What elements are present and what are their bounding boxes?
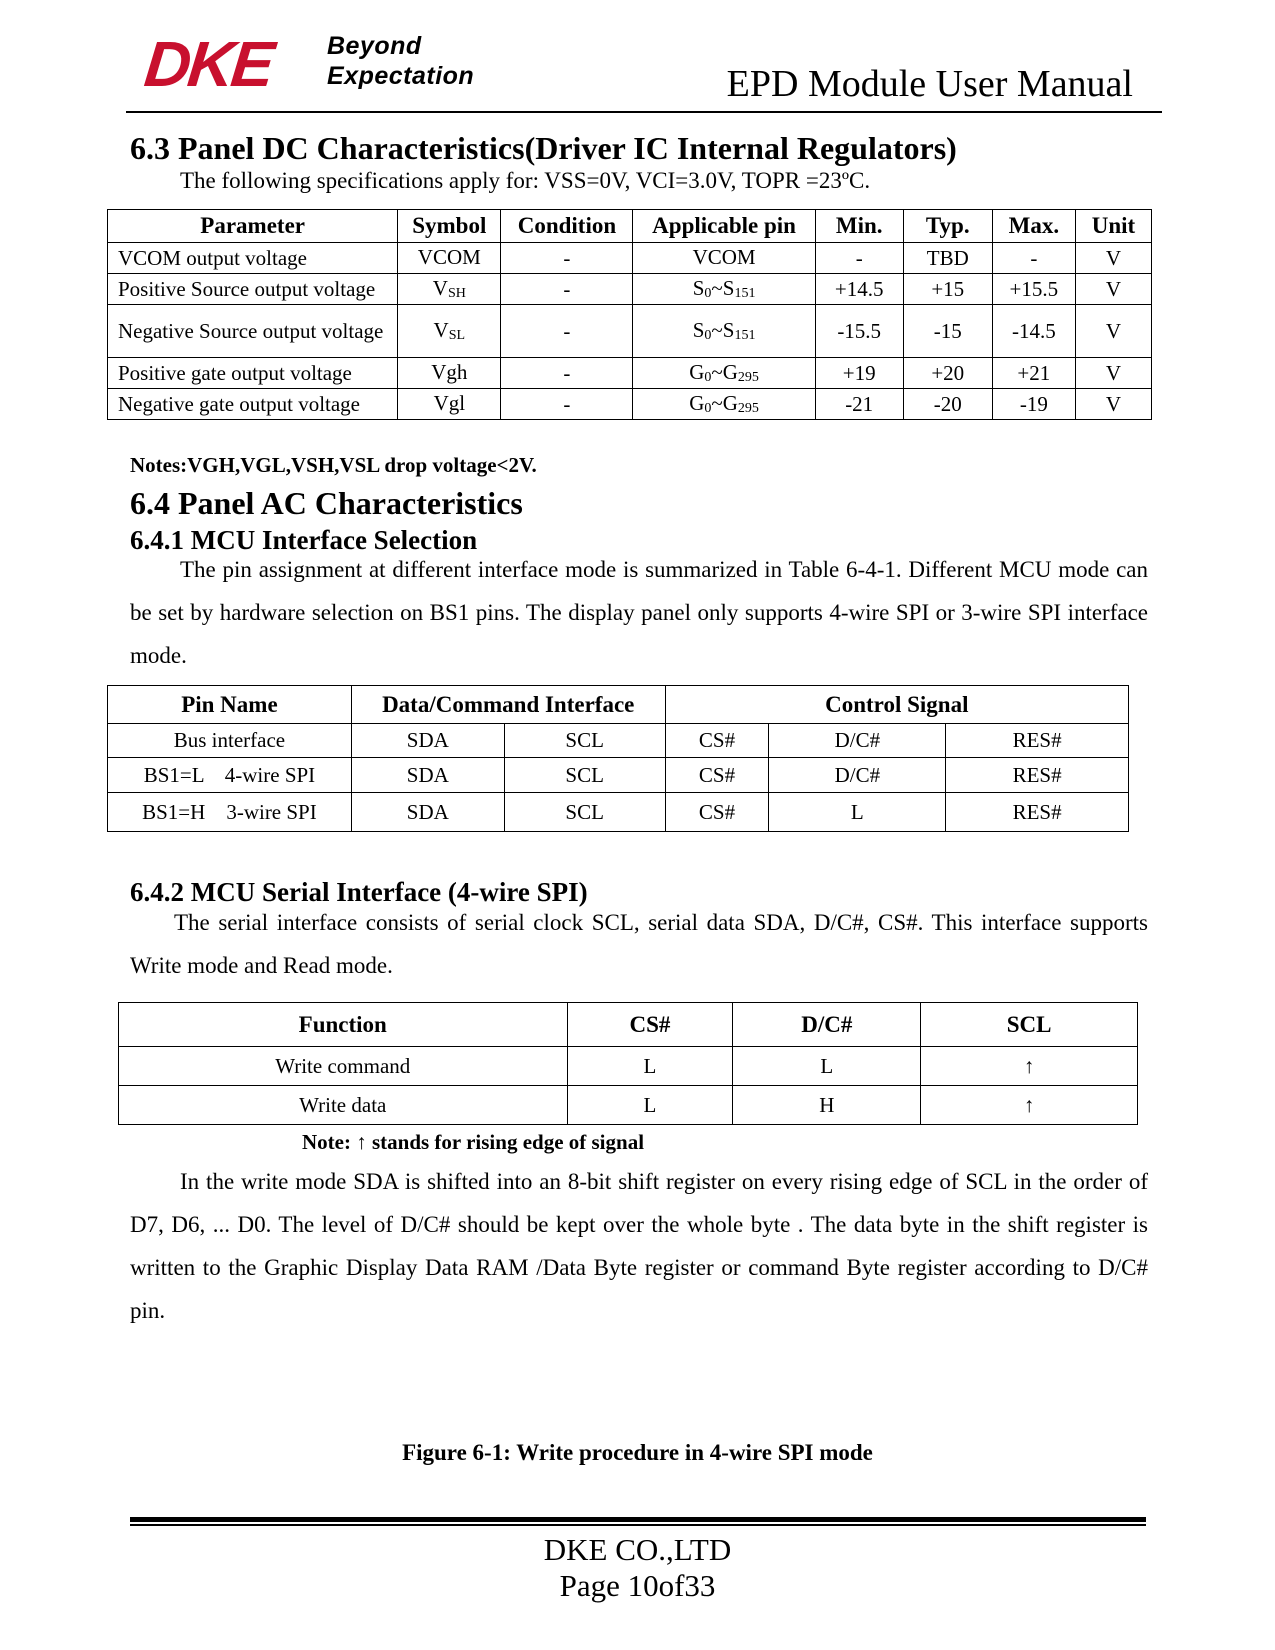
table-row	[108, 358, 1152, 389]
tagline-beyond: Beyond	[327, 32, 422, 60]
dc-unit: V	[1075, 243, 1151, 274]
dc-header-min: Min.	[815, 210, 903, 243]
dc-max: -19	[992, 389, 1075, 420]
dc-symbol: VCOM	[398, 243, 501, 274]
section-6-4-title: 6.4 Panel AC Characteristics	[130, 485, 523, 521]
dc-header-max: Max.	[992, 210, 1075, 243]
dc-param: Negative gate output voltage	[108, 389, 398, 420]
table-row	[108, 243, 1152, 274]
dc-max: -14.5	[992, 305, 1075, 358]
spi-header-scl: SCL	[921, 1003, 1138, 1047]
spi-cell: Write data	[119, 1086, 568, 1125]
dc-max: +15.5	[992, 274, 1075, 305]
dc-symbol: $V_{SL}$	[398, 305, 501, 358]
footer-company: DKE CO.,LTD	[543, 1532, 732, 1567]
dc-max: +21	[992, 358, 1075, 389]
spi-cell: L	[567, 1086, 733, 1125]
if-header-pin-name: Pin Name	[108, 686, 352, 724]
header-rule	[126, 111, 1162, 113]
section-6-4-2-paragraph: The serial interface consists of serial clock SCL, serial data SDA, D/C#, CS#. This interface supports Write mode and Read mode.	[130, 910, 1148, 978]
dc-pin: $G_0\sim G_{295}$	[633, 389, 815, 420]
dc-pin: $G_0\sim G_{295}$	[633, 358, 815, 389]
dc-characteristics-table	[107, 209, 1152, 420]
dc-param: Positive gate output voltage	[108, 358, 398, 389]
dc-min: +14.5	[815, 274, 903, 305]
tagline-expectation: Expectation	[327, 62, 475, 90]
figure-caption: Figure 6-1: Write procedure in 4-wire SPI mode	[402, 1440, 873, 1465]
dc-header-parameter: Parameter	[108, 210, 398, 243]
dc-unit: V	[1075, 389, 1151, 420]
spi-header-function: Function	[119, 1003, 568, 1047]
if-cell: BS1=L 4-wire SPI	[108, 758, 352, 793]
dc-condition: -	[501, 243, 633, 274]
if-cell: D/C#	[769, 724, 946, 758]
footer-rule-thick	[130, 1517, 1146, 1522]
dc-condition: -	[501, 274, 633, 305]
dc-param: Positive Source output voltage	[108, 274, 398, 305]
interface-header-row	[108, 686, 1129, 724]
dc-symbol: Vgl	[398, 389, 501, 420]
section-6-4-1-paragraph: The pin assignment at different interface mode is summarized in Table 6-4-1. Different MCU mode can be set by hardware selection on BS1 pins. The display panel only supports 4-wire SPI or 3-wire SPI interface mode.	[130, 557, 1148, 668]
spi-cell: Write command	[119, 1047, 568, 1086]
dc-header-typ: Typ.	[903, 210, 992, 243]
if-header-data-command: Data/Command Interface	[351, 686, 665, 724]
dc-header-symbol: Symbol	[398, 210, 501, 243]
footer-rule-thin	[130, 1524, 1146, 1526]
dc-symbol: $V_{SH}$	[398, 274, 501, 305]
dc-typ: -20	[903, 389, 992, 420]
if-cell: SCL	[504, 793, 665, 832]
dc-typ: +20	[903, 358, 992, 389]
manual-title: EPD Module User Manual	[726, 63, 1133, 105]
dc-symbol: Vgh	[398, 358, 501, 389]
dc-min: -21	[815, 389, 903, 420]
table-row	[108, 389, 1152, 420]
if-cell: CS#	[665, 793, 769, 832]
dke-logo: DKE	[141, 28, 275, 100]
dc-param: Negative Source output voltage	[108, 305, 398, 358]
dc-max: -	[992, 243, 1075, 274]
if-cell: D/C#	[769, 758, 946, 793]
dc-typ: +15	[903, 274, 992, 305]
spi-cell: H	[733, 1086, 921, 1125]
write-mode-paragraph: In the write mode SDA is shifted into an 8-bit shift register on every rising edge of SCL in the order of D7, D6, ... D0. The level of D/C# should be kept over the whole byte . The data byte in the shift register is written to the Graphic Display Data RAM /Data Byte register or command Byte register according to D/C# pin.	[130, 1169, 1148, 1323]
table-row	[108, 305, 1152, 358]
if-cell: L	[769, 793, 946, 832]
spi-function-table	[118, 1002, 1138, 1125]
table-row	[108, 793, 1129, 832]
spi-header-dc: D/C#	[733, 1003, 921, 1047]
if-cell: RES#	[946, 793, 1129, 832]
dc-header-condition: Condition	[501, 210, 633, 243]
section-6-3-intro: The following specifications apply for: VSS=0V, VCI=3.0V, TOPR =23ºC.	[180, 168, 871, 193]
dc-unit: V	[1075, 358, 1151, 389]
spi-cell: ↑	[921, 1047, 1138, 1086]
dc-typ: -15	[903, 305, 992, 358]
table-row	[108, 758, 1129, 793]
footer-page-number: Page 10of33	[559, 1568, 716, 1603]
if-cell: SDA	[351, 724, 504, 758]
if-cell: SCL	[504, 724, 665, 758]
table-row	[119, 1047, 1138, 1086]
if-cell: SCL	[504, 758, 665, 793]
table-row	[108, 724, 1129, 758]
if-cell: SDA	[351, 793, 504, 832]
if-cell: BS1=H 3-wire SPI	[108, 793, 352, 832]
if-cell: Bus interface	[108, 724, 352, 758]
dc-min: +19	[815, 358, 903, 389]
if-header-control-signal: Control Signal	[665, 686, 1128, 724]
dc-min: -15.5	[815, 305, 903, 358]
spi-header-cs: CS#	[567, 1003, 733, 1047]
dc-pin: VCOM	[633, 243, 815, 274]
dc-min: -	[815, 243, 903, 274]
dc-condition: -	[501, 358, 633, 389]
interface-selection-table	[107, 685, 1129, 832]
if-cell: SDA	[351, 758, 504, 793]
dc-header-unit: Unit	[1075, 210, 1151, 243]
spi-header-row	[119, 1003, 1138, 1047]
spi-cell: ↑	[921, 1086, 1138, 1125]
section-6-4-1-title: 6.4.1 MCU Interface Selection	[130, 525, 478, 555]
spi-cell: L	[733, 1047, 921, 1086]
dc-table-header-row	[108, 210, 1152, 243]
dc-unit: V	[1075, 305, 1151, 358]
spi-cell: L	[567, 1047, 733, 1086]
section-6-4-2-title: 6.4.2 MCU Serial Interface (4-wire SPI)	[130, 877, 588, 907]
dc-condition: -	[501, 389, 633, 420]
spi-table-note: Note: ↑ stands for rising edge of signal	[302, 1130, 645, 1154]
dc-param: VCOM output voltage	[108, 243, 398, 274]
if-cell: CS#	[665, 758, 769, 793]
dc-pin: $S_0\sim S_{151}$	[633, 274, 815, 305]
table-row	[108, 274, 1152, 305]
if-cell: CS#	[665, 724, 769, 758]
dc-notes: Notes:VGH,VGL,VSH,VSL drop voltage<2V.	[130, 453, 537, 477]
section-6-3-title: 6.3 Panel DC Characteristics(Driver IC Internal Regulators)	[130, 130, 957, 166]
dc-unit: V	[1075, 274, 1151, 305]
dc-condition: -	[501, 305, 633, 358]
dc-header-pin: Applicable pin	[633, 210, 815, 243]
table-row	[119, 1086, 1138, 1125]
if-cell: RES#	[946, 758, 1129, 793]
if-cell: RES#	[946, 724, 1129, 758]
dc-typ: TBD	[903, 243, 992, 274]
dc-pin: $S_0\sim S_{151}$	[633, 305, 815, 358]
